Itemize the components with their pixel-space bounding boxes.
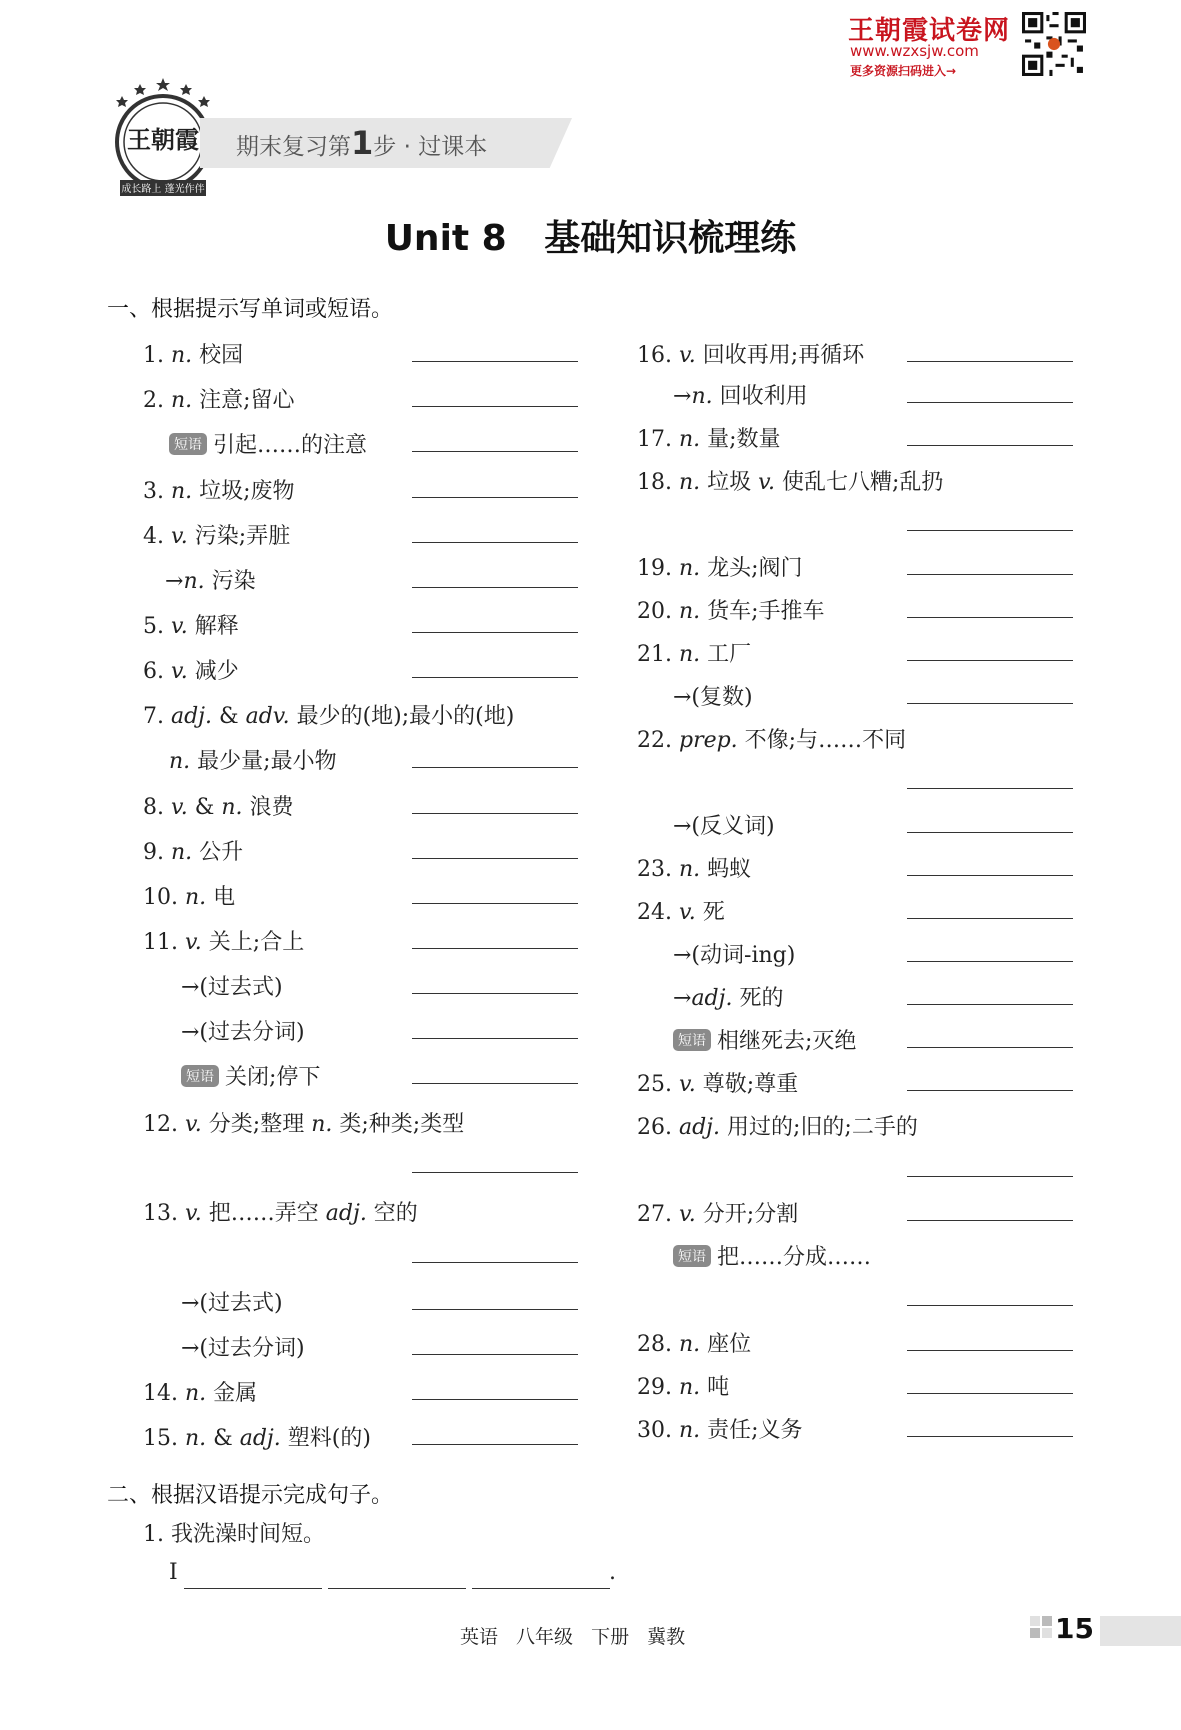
vocab-item	[143, 880, 235, 911]
answer-blank[interactable]	[412, 1038, 578, 1039]
vocab-item	[143, 383, 295, 414]
logo-text: 王朝霞	[127, 125, 199, 154]
vocab-item-text: 17. n. 量;数量	[637, 427, 781, 452]
vocab-item-text: 22. prep. 不像;与……不同	[637, 728, 907, 753]
sentence-start: I	[169, 1560, 178, 1585]
section-1-title: 一、根据提示写单词或短语。	[107, 297, 394, 322]
vocab-item-text: 8. v. & n. 浪费	[143, 795, 294, 820]
answer-blank[interactable]	[412, 903, 578, 904]
answer-blank[interactable]	[412, 1309, 578, 1310]
answer-blank[interactable]	[412, 948, 578, 949]
vocab-item-text: 10. n. 电	[143, 885, 236, 910]
answer-blank[interactable]	[907, 1176, 1073, 1177]
vocab-item-text: 6. v. 减少	[143, 659, 239, 684]
vocab-item-text: 26. adj. 用过的;旧的;二手的	[637, 1115, 918, 1140]
vocab-item	[143, 474, 295, 505]
vocab-item-text: 30. n. 责任;义务	[637, 1418, 803, 1443]
vocab-item-text: 4. v. 污染;弄脏	[143, 524, 291, 549]
vocab-item-text: 16. v. 回收再用;再循环	[637, 343, 865, 368]
vocab-item-text: 21. n. 工厂	[637, 642, 752, 667]
vocab-item	[169, 428, 367, 459]
answer-blank[interactable]	[907, 660, 1073, 661]
answer-blank[interactable]	[907, 875, 1073, 876]
step-banner-text: 期末复习第1步 · 过课本	[236, 124, 488, 162]
answer-blank[interactable]	[412, 1172, 578, 1173]
answer-blank[interactable]	[412, 677, 578, 678]
answer-blank[interactable]	[907, 530, 1073, 531]
phrase-tag: 短语	[181, 1065, 219, 1087]
vocab-item	[143, 1107, 464, 1138]
qr-code-icon[interactable]	[1022, 12, 1086, 76]
vocab-item-text: →(过去式)	[181, 1291, 283, 1316]
vocab-item-text: 29. n. 吨	[637, 1375, 730, 1400]
vocab-item-text: 引起……的注意	[213, 433, 368, 458]
page-title: Unit 8 基础知识梳理练	[384, 218, 797, 259]
vocab-item	[673, 1240, 871, 1271]
answer-blank[interactable]	[907, 1220, 1073, 1221]
vocab-item-text: 相继死去;灭绝	[717, 1029, 857, 1054]
vocab-item-text: →(动词-ing)	[673, 943, 796, 968]
answer-blank[interactable]	[412, 813, 578, 814]
vocab-item-text: 1. n. 校园	[143, 343, 244, 368]
answer-blank[interactable]	[412, 542, 578, 543]
vocab-item	[143, 1421, 371, 1452]
vocab-item	[181, 1331, 305, 1362]
answer-blank[interactable]	[412, 1262, 578, 1263]
vocab-item-text: →(复数)	[673, 685, 753, 710]
vocab-item	[181, 1015, 305, 1046]
answer-blank[interactable]	[907, 1350, 1073, 1351]
brand-url[interactable]: www.wzxsjw.com	[850, 42, 979, 60]
answer-blank[interactable]	[907, 1393, 1073, 1394]
answer-blank[interactable]	[907, 918, 1073, 919]
vocab-item-text: 23. n. 蚂蚁	[637, 857, 752, 882]
vocab-item	[143, 654, 239, 685]
logo-motto: 成长路上 蓬光作伴	[121, 184, 205, 195]
vocab-item	[637, 852, 751, 883]
answer-blank[interactable]	[907, 961, 1073, 962]
answer-blank[interactable]	[907, 574, 1073, 575]
vocab-item	[637, 1197, 798, 1228]
vocab-item-text: →n. 污染	[165, 569, 256, 594]
vocab-item	[143, 790, 294, 821]
vocab-item-text: 12. v. 分类;整理 n. 类;种类;类型	[143, 1112, 465, 1137]
answer-blank[interactable]	[907, 402, 1073, 403]
vocab-item-text: 25. v. 尊敬;尊重	[637, 1072, 799, 1097]
vocab-item	[637, 1413, 803, 1444]
phrase-tag: 短语	[169, 433, 207, 455]
scan-hint: 更多资源扫码进入→	[850, 64, 957, 78]
vocab-item-text: 18. n. 垃圾 v. 使乱七八糟;乱扔	[637, 470, 944, 495]
answer-blank[interactable]	[412, 497, 578, 498]
vocab-item-text: 把……分成……	[717, 1245, 872, 1270]
vocab-item-text: 5. v. 解释	[143, 614, 239, 639]
vocab-item-text: 20. n. 货车;手推车	[637, 599, 825, 624]
answer-blank[interactable]	[907, 703, 1073, 704]
vocab-item	[637, 1067, 798, 1098]
vocab-item-text: →(过去分词)	[181, 1020, 305, 1045]
vocab-item-text: 24. v. 死	[637, 900, 725, 925]
vocab-item	[143, 609, 239, 640]
answer-blank[interactable]	[184, 1588, 322, 1589]
answer-blank[interactable]	[907, 1004, 1073, 1005]
vocab-item	[637, 594, 825, 625]
vocab-item	[143, 338, 243, 369]
vocab-item	[673, 379, 808, 410]
vocab-item-text: →(反义词)	[673, 814, 775, 839]
answer-blank[interactable]	[412, 451, 578, 452]
vocab-item	[143, 1196, 418, 1227]
answer-blank[interactable]	[412, 767, 578, 768]
answer-blank[interactable]	[412, 587, 578, 588]
vocab-item	[673, 938, 795, 969]
answer-blank[interactable]	[412, 406, 578, 407]
answer-blank[interactable]	[328, 1588, 466, 1589]
footer-bar	[1100, 1616, 1181, 1646]
answer-blank[interactable]	[412, 1399, 578, 1400]
answer-blank[interactable]	[412, 632, 578, 633]
answer-blank[interactable]	[907, 1436, 1073, 1437]
vocab-item-text: →(过去分词)	[181, 1336, 305, 1361]
page-corner-decoration	[1030, 1616, 1052, 1646]
vocab-item	[637, 723, 906, 754]
vocab-item	[169, 744, 337, 775]
phrase-tag: 短语	[673, 1245, 711, 1267]
vocab-item-text: 13. v. 把……弄空 adj. 空的	[143, 1201, 418, 1226]
vocab-item-text: 11. v. 关上;合上	[143, 930, 305, 955]
vocab-item-text: →(过去式)	[181, 975, 283, 1000]
vocab-item	[637, 637, 751, 668]
answer-blank[interactable]	[412, 1083, 578, 1084]
answer-blank[interactable]	[907, 445, 1073, 446]
vocab-item-text: 14. n. 金属	[143, 1381, 258, 1406]
vocab-item-text: 9. n. 公升	[143, 840, 244, 865]
vocab-item-text: 7. adj. & adv. 最少的(地);最小的(地)	[143, 704, 515, 729]
answer-blank[interactable]	[412, 361, 578, 362]
vocab-item	[143, 925, 304, 956]
vocab-item-text: 3. n. 垃圾;废物	[143, 479, 295, 504]
answer-blank[interactable]	[907, 361, 1073, 362]
answer-blank[interactable]	[412, 993, 578, 994]
answer-blank[interactable]	[907, 832, 1073, 833]
vocab-item-text: 28. n. 座位	[637, 1332, 752, 1357]
vocab-item	[673, 680, 753, 711]
vocab-item-text: 15. n. & adj. 塑料(的)	[143, 1426, 371, 1451]
vocab-item	[637, 1327, 751, 1358]
vocab-item	[181, 970, 283, 1001]
brand-title: 王朝霞试卷网	[848, 16, 1011, 46]
vocab-item-text: 2. n. 注意;留心	[143, 388, 295, 413]
vocab-item	[673, 1024, 856, 1055]
answer-blank[interactable]	[907, 1090, 1073, 1091]
phrase-tag: 短语	[673, 1029, 711, 1051]
answer-blank[interactable]	[412, 858, 578, 859]
vocab-item-text: 19. n. 龙头;阀门	[637, 556, 803, 581]
vocab-item	[181, 1060, 320, 1091]
answer-blank[interactable]	[472, 1588, 610, 1589]
vocab-item	[637, 338, 864, 369]
answer-blank[interactable]	[907, 617, 1073, 618]
vocab-item	[637, 551, 803, 582]
answer-blank[interactable]	[907, 1305, 1073, 1306]
vocab-item	[637, 1110, 918, 1141]
vocab-item	[637, 1370, 729, 1401]
vocab-item-text: n. 最少量;最小物	[169, 749, 337, 774]
vocab-item	[143, 519, 290, 550]
vocab-item	[673, 809, 775, 840]
vocab-item-text: →n. 回收利用	[673, 384, 808, 409]
vocab-item	[673, 981, 783, 1012]
vocab-item	[181, 1286, 283, 1317]
vocab-item-text: 关闭;停下	[225, 1065, 321, 1090]
vocab-item	[143, 835, 243, 866]
answer-blank[interactable]	[412, 1444, 578, 1445]
vocab-item	[637, 895, 725, 926]
answer-blank[interactable]	[412, 1354, 578, 1355]
page-number: 15	[1055, 1612, 1094, 1645]
vocab-item	[143, 699, 514, 730]
vocab-item-text: 27. v. 分开;分割	[637, 1202, 799, 1227]
vocab-item	[165, 564, 256, 595]
question-1: 1. 我洗澡时间短。	[143, 1522, 325, 1547]
answer-blank[interactable]	[907, 788, 1073, 789]
vocab-item	[143, 1376, 257, 1407]
footer-subject: 英语 八年级 下册 冀教	[460, 1626, 686, 1648]
answer-blank[interactable]	[907, 1047, 1073, 1048]
sentence-end: .	[609, 1560, 616, 1585]
vocab-item	[637, 465, 943, 496]
section-2-title: 二、根据汉语提示完成句子。	[107, 1483, 394, 1508]
vocab-item	[637, 422, 781, 453]
vocab-item-text: →adj. 死的	[673, 986, 784, 1011]
